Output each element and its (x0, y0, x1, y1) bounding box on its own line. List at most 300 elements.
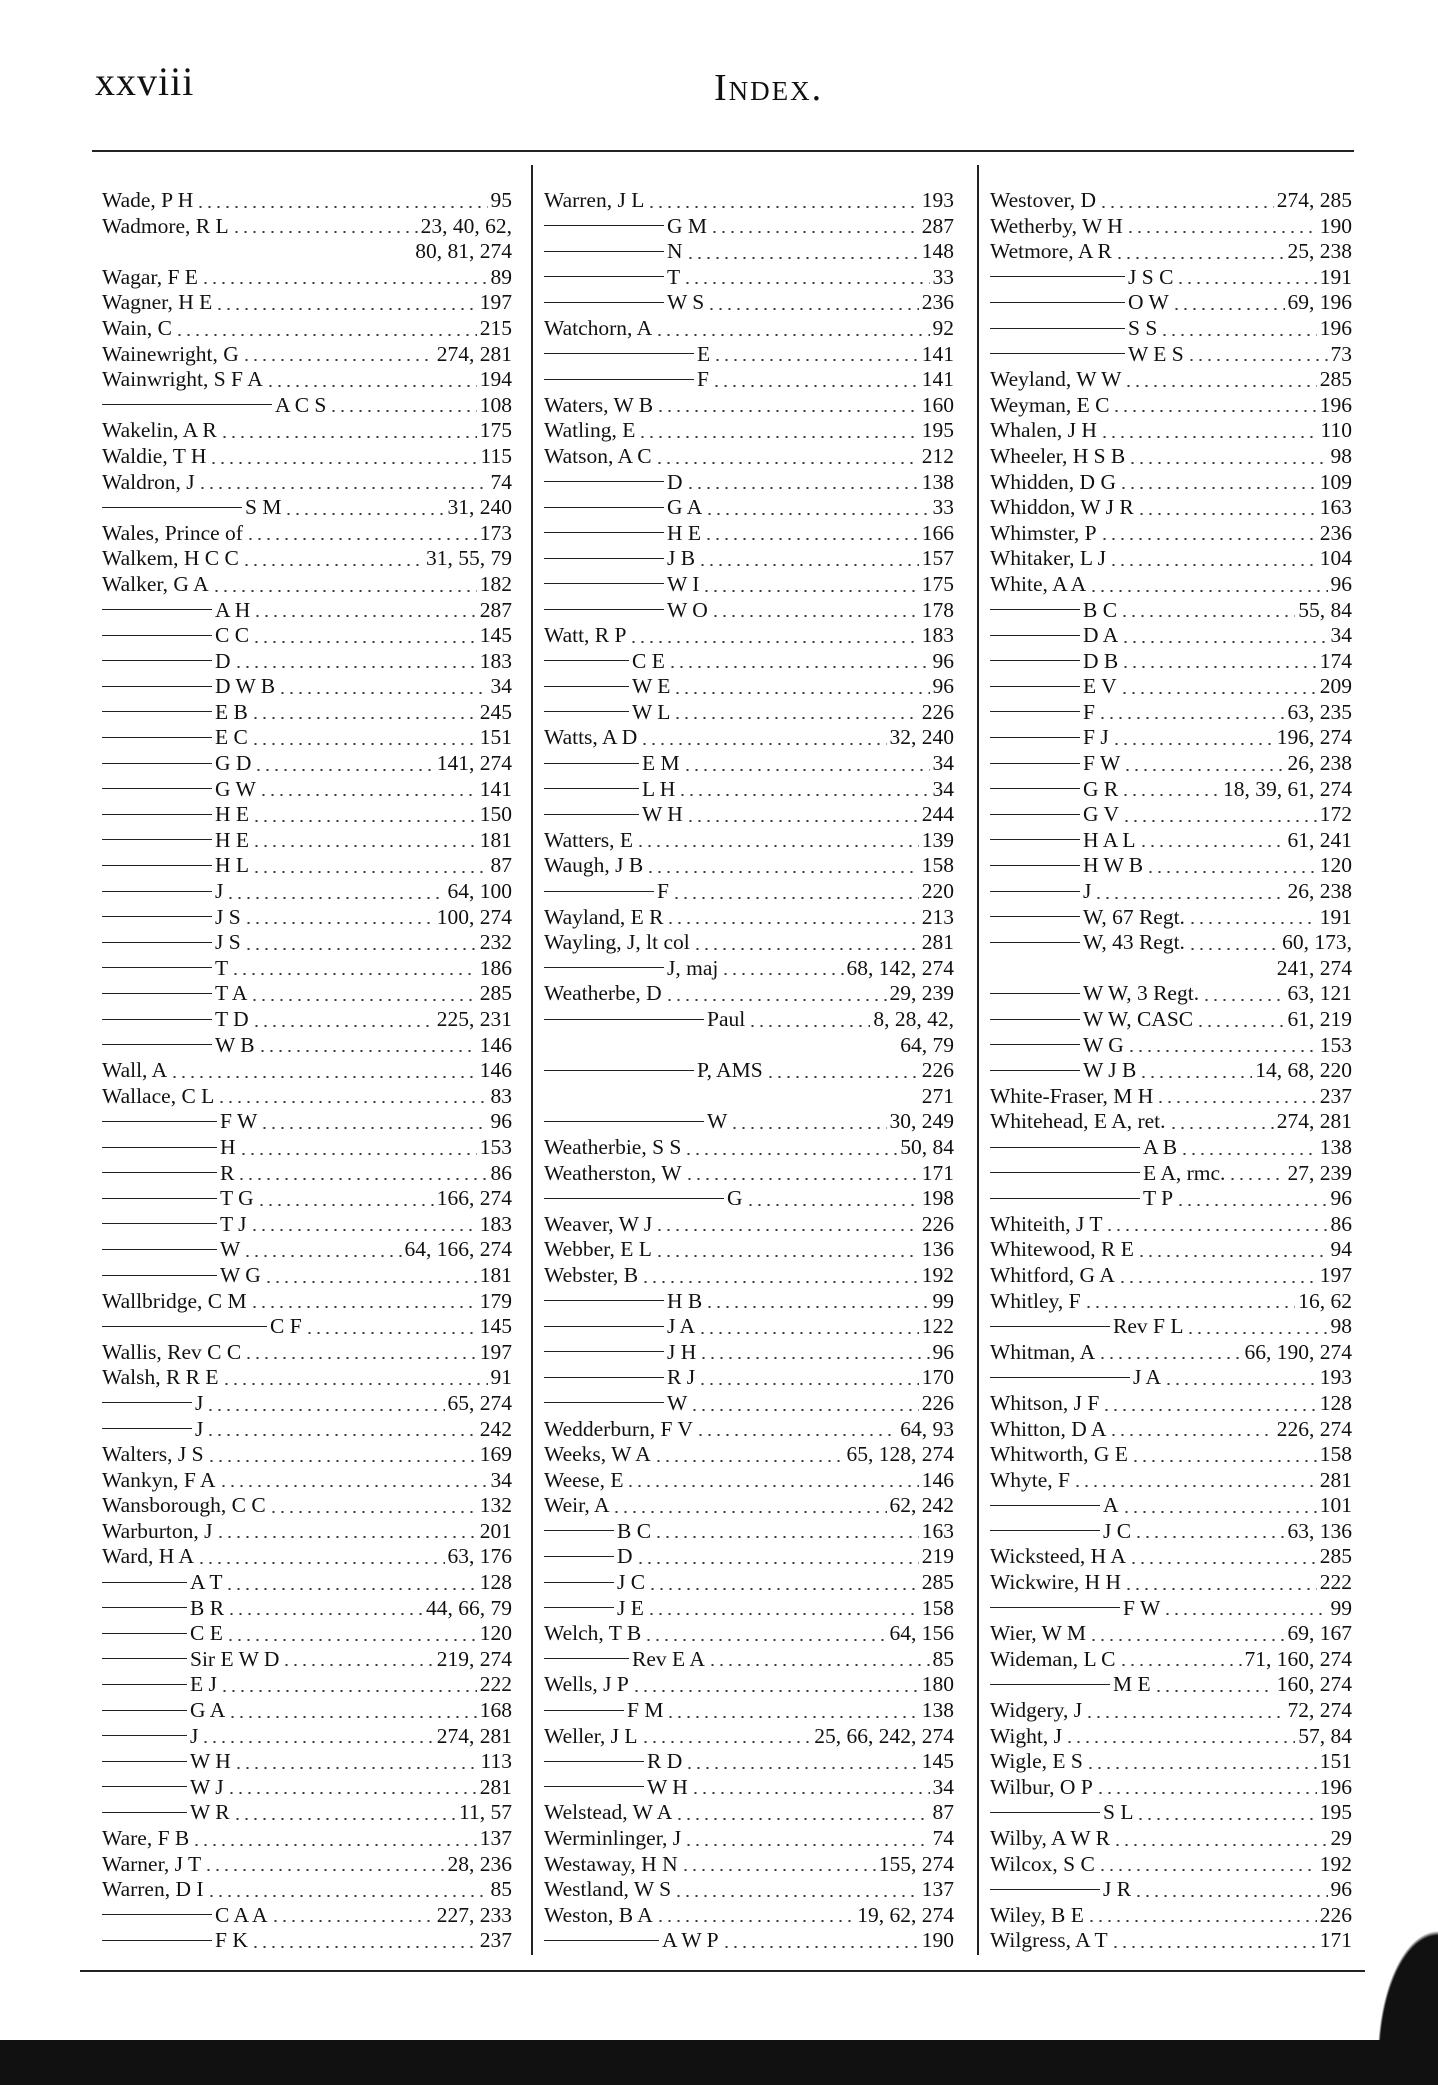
index-entry (990, 956, 1352, 982)
dot-leader (220, 436, 477, 438)
entry-name (544, 1365, 695, 1391)
entry-pages: 62, 242 (889, 1493, 954, 1518)
entry-name (990, 1237, 1134, 1263)
entry-name-text: Watchorn, A (544, 315, 653, 340)
entry-name (990, 495, 1134, 521)
entry-name (102, 1186, 254, 1212)
entry-name-text: Westover, D (990, 188, 1097, 212)
entry-name (544, 1340, 696, 1366)
index-entry (990, 1289, 1352, 1315)
dot-leader (259, 794, 477, 796)
entry-name-text: J R (1103, 1877, 1132, 1902)
entry-pages: 34 (932, 1774, 954, 1799)
entry-name-text: Whimster, P (990, 520, 1097, 545)
entry-pages: 219, 274 (436, 1646, 512, 1671)
entry-pages: 80, 81, 274 (415, 239, 512, 264)
entry-name-text: J S (215, 904, 241, 929)
entry-name-text: W S (667, 290, 705, 315)
index-entry (544, 1724, 954, 1750)
dot-leader (686, 257, 919, 259)
index-entry (990, 1135, 1352, 1161)
entry-name-text: Walsh, R R E (102, 1365, 219, 1390)
entry-pages: 122 (921, 1314, 954, 1339)
entry-pages: 163 (921, 1518, 954, 1543)
entry-name (102, 1852, 201, 1878)
entry-name (990, 828, 1136, 854)
dot-leader (721, 973, 843, 975)
index-entry (544, 444, 954, 470)
dot-leader (1102, 1409, 1316, 1411)
entry-name (544, 1417, 693, 1443)
entry-name-text: Wetherby, W H (990, 213, 1123, 238)
dot-leader (1176, 282, 1316, 284)
index-entry (102, 1365, 512, 1391)
entry-name (544, 700, 670, 726)
entry-name-text: Whitley, F (990, 1288, 1081, 1313)
entry-name (102, 1161, 234, 1187)
entry-name-text: W (707, 1109, 728, 1134)
dot-leader (250, 999, 476, 1001)
ditto-dash (544, 532, 664, 533)
entry-pages: 33 (932, 264, 954, 289)
dot-leader (655, 334, 929, 336)
dot-leader (243, 1255, 401, 1257)
dot-leader (1119, 1664, 1242, 1666)
entry-name (990, 751, 1120, 777)
index-entry (544, 470, 954, 496)
ditto-dash (990, 302, 1125, 303)
entry-name (102, 393, 326, 419)
index-entry (544, 802, 954, 828)
ditto-dash (990, 1377, 1130, 1378)
entry-pages: 178 (921, 597, 954, 622)
entry-name-text: Watson, A C (544, 443, 652, 468)
index-entry (102, 393, 512, 419)
entry-name-text: Wadmore, R L (102, 213, 229, 238)
ditto-dash (102, 1582, 187, 1583)
entry-pages: 172 (1319, 802, 1352, 827)
page-curl-shadow (1363, 1900, 1438, 2060)
index-entry (102, 700, 512, 726)
dot-leader (672, 897, 919, 899)
dot-leader (629, 641, 918, 643)
page-title: Index. (714, 67, 824, 109)
entry-pages: 141 (479, 776, 512, 801)
dot-leader (226, 1639, 477, 1641)
index-entry (102, 214, 512, 240)
entry-name (102, 777, 256, 803)
entry-name-text: Wainwright, S F A (102, 367, 263, 392)
entry-pages: 64, 156 (889, 1621, 954, 1646)
dot-leader (266, 385, 477, 387)
dot-leader (1122, 1511, 1317, 1513)
entry-name-text: Wigle, E S (990, 1749, 1083, 1774)
index-entry (102, 1084, 512, 1110)
entry-name-text: P, AMS (697, 1058, 763, 1083)
entry-pages: 281 (1319, 1467, 1352, 1492)
index-entry (544, 1647, 954, 1673)
entry-name-text: Weatherbie, S S (544, 1134, 682, 1159)
entry-pages: 146 (479, 1032, 512, 1057)
entry-name (990, 1442, 1128, 1468)
entry-name (544, 1186, 743, 1212)
entry-name (544, 546, 695, 572)
entry-pages: 183 (479, 648, 512, 673)
ditto-dash (990, 609, 1080, 610)
dot-leader (1146, 871, 1317, 873)
dot-leader (206, 1434, 476, 1436)
index-entry (544, 598, 954, 624)
ditto-dash (544, 1607, 614, 1608)
entry-pages: 186 (479, 955, 512, 980)
entry-name-text: H B (667, 1288, 703, 1313)
entry-name-text: Warburton, J (102, 1518, 213, 1543)
entry-pages: 141 (921, 367, 954, 392)
index-entry (990, 751, 1352, 777)
entry-name (990, 598, 1117, 624)
entry-name-text: T G (220, 1186, 254, 1211)
dot-leader (239, 1153, 477, 1155)
entry-pages: 151 (1319, 1749, 1352, 1774)
entry-pages: 101 (1319, 1493, 1352, 1518)
entry-name (102, 290, 212, 316)
index-entry (102, 649, 512, 675)
index-entry (544, 1007, 954, 1033)
ditto-dash (544, 660, 629, 661)
index-entry (990, 1826, 1352, 1852)
dot-leader (244, 948, 477, 950)
entry-name (544, 1007, 745, 1033)
index-entry (990, 1724, 1352, 1750)
entry-name-text: Weaver, W J (544, 1211, 653, 1236)
entry-name (102, 316, 172, 342)
dot-leader (678, 794, 929, 796)
index-entry (990, 649, 1352, 675)
ditto-dash (544, 788, 639, 789)
entry-name (544, 1544, 633, 1570)
ditto-dash (990, 1326, 1110, 1327)
entry-pages: 26, 238 (1287, 751, 1352, 776)
dot-leader (192, 1844, 477, 1846)
ditto-dash (102, 788, 212, 789)
dot-leader (656, 410, 919, 412)
entry-name-text: B C (617, 1518, 652, 1543)
entry-name-text: W R (190, 1800, 230, 1825)
entry-name-text: W, 67 Regt. (1083, 904, 1185, 929)
entry-pages: 86 (490, 1160, 512, 1185)
index-entry (544, 1084, 954, 1110)
entry-pages: 25, 238 (1287, 239, 1352, 264)
entry-name (544, 239, 683, 265)
entry-name-text: Wainewright, G (102, 341, 239, 366)
index-entry (544, 1852, 954, 1878)
entry-name (544, 1621, 641, 1647)
entry-name (990, 265, 1173, 291)
entry-name (102, 649, 231, 675)
dot-leader (209, 462, 477, 464)
index-entry (990, 598, 1352, 624)
entry-pages: 95 (490, 188, 512, 212)
index-entry (544, 981, 954, 1007)
dot-leader (1160, 334, 1316, 336)
index-column-2 (544, 188, 954, 1953)
entry-name (544, 1468, 623, 1494)
entry-pages: 274, 281 (1276, 1109, 1352, 1134)
entry-name-text: L H (642, 776, 676, 801)
entry-name (544, 444, 652, 470)
entry-pages: 287 (921, 213, 954, 238)
entry-name (544, 1493, 609, 1519)
entry-name (544, 1877, 671, 1903)
entry-pages: 128 (479, 1570, 512, 1595)
entry-pages: 145 (479, 623, 512, 648)
ditto-dash (544, 967, 664, 968)
ditto-dash (102, 1684, 187, 1685)
entry-name (990, 1621, 1086, 1647)
entry-name (102, 1749, 231, 1775)
dot-leader (1188, 948, 1279, 950)
ditto-dash (990, 942, 1080, 943)
entry-pages: 99 (1330, 1595, 1352, 1620)
index-entry (544, 700, 954, 726)
ditto-dash (102, 1914, 212, 1915)
dot-leader (748, 1025, 870, 1027)
entry-pages: 141 (921, 341, 954, 366)
dot-leader (681, 1869, 876, 1871)
entry-pages: 28, 236 (447, 1851, 512, 1876)
entry-name-text: Watters, E (544, 827, 634, 852)
entry-name (990, 674, 1117, 700)
entry-pages: 157 (921, 546, 954, 571)
entry-name-text: E A, rmc. (1143, 1160, 1226, 1185)
dot-leader (668, 666, 930, 668)
index-entry (544, 1903, 954, 1929)
entry-name-text: Wallis, Rev C C (102, 1339, 242, 1364)
index-entry (990, 981, 1352, 1007)
entry-pages: 190 (1319, 213, 1352, 238)
dot-leader (1121, 666, 1317, 668)
entry-name-text: Rev F L (1113, 1314, 1184, 1339)
ditto-dash (102, 1786, 187, 1787)
entry-name-text: F M (627, 1698, 664, 1723)
entry-name-text: Wain, C (102, 315, 172, 340)
entry-name (544, 930, 690, 956)
index-entry (102, 1109, 512, 1135)
entry-pages: 98 (1330, 443, 1352, 468)
ditto-dash (544, 1351, 664, 1352)
entry-pages: 169 (479, 1442, 512, 1467)
entry-pages: 168 (479, 1698, 512, 1723)
dot-leader (698, 564, 919, 566)
entry-name (102, 1109, 257, 1135)
entry-name (102, 188, 193, 214)
index-entry (102, 1161, 512, 1187)
dot-leader (708, 1664, 930, 1666)
index-entry (102, 1570, 512, 1596)
ditto-dash (102, 1019, 212, 1020)
entry-name (544, 1903, 653, 1929)
dot-leader (698, 1383, 919, 1385)
entry-name-text: Wallbridge, C M (102, 1288, 247, 1313)
entry-name-text: Weatherston, W (544, 1160, 682, 1185)
entry-name-text: W H (190, 1749, 231, 1774)
entry-name (102, 700, 248, 726)
entry-name-text: Wayling, J, lt col (544, 930, 690, 955)
entry-name (544, 1570, 645, 1596)
dot-leader (702, 590, 918, 592)
dot-leader (1127, 1050, 1317, 1052)
entry-pages: 115 (480, 443, 512, 468)
ditto-dash (990, 1044, 1080, 1045)
index-entry (102, 1826, 512, 1852)
dot-leader (284, 513, 444, 515)
entry-name (990, 1007, 1193, 1033)
entry-name-text: W E (632, 674, 671, 699)
entry-pages: 182 (479, 571, 512, 596)
index-entry (102, 1186, 512, 1212)
index-entry (102, 316, 512, 342)
entry-pages: 281 (479, 1774, 512, 1799)
ditto-dash (544, 1326, 664, 1327)
dot-leader (638, 436, 918, 438)
index-entry (102, 1852, 512, 1878)
index-entry (102, 1314, 512, 1340)
ditto-dash (990, 993, 1080, 994)
ditto-dash (990, 686, 1080, 687)
entry-name-text: Weyland, W W (990, 367, 1122, 392)
entry-name (544, 418, 635, 444)
dot-leader (686, 487, 919, 489)
ditto-dash (544, 1070, 694, 1071)
dot-leader (646, 871, 919, 873)
entry-name (102, 1417, 203, 1443)
index-entry (102, 1033, 512, 1059)
entry-name-text: A T (190, 1570, 223, 1595)
entry-name-text: H W B (1083, 853, 1144, 878)
entry-name-text: Weeks, W A (544, 1442, 651, 1467)
entry-pages: 166, 274 (436, 1186, 512, 1211)
page-edge-shadow (0, 2040, 1438, 2085)
ditto-dash (544, 711, 629, 712)
entry-name-text: J A (1133, 1365, 1162, 1390)
entry-pages: 226 (921, 1058, 954, 1083)
entry-name-text: J (190, 1723, 199, 1748)
entry-pages: 120 (1319, 853, 1352, 878)
entry-name-text: R D (647, 1749, 683, 1774)
entry-name-text: W, 43 Regt. (1083, 930, 1185, 955)
ditto-dash (990, 1019, 1080, 1020)
entry-pages: 191 (1319, 264, 1352, 289)
entry-name-text: W G (220, 1262, 261, 1287)
index-entry (990, 214, 1352, 240)
index-entry (990, 1314, 1352, 1340)
entry-name-text: Whitman, A (990, 1339, 1096, 1364)
ditto-dash (102, 1658, 187, 1659)
ditto-dash (990, 1172, 1140, 1173)
index-entry (102, 444, 512, 470)
entry-name (102, 1058, 167, 1084)
entry-name (102, 981, 247, 1007)
entry-name-text: J S C (1128, 264, 1174, 289)
entry-pages: 222 (479, 1672, 512, 1697)
entry-name (990, 1263, 1115, 1289)
entry-pages: 175 (479, 418, 512, 443)
entry-pages: 190 (921, 1928, 954, 1953)
dot-leader (636, 845, 919, 847)
dot-leader (711, 615, 919, 617)
index-entry (102, 367, 512, 393)
entry-pages: 100, 274 (436, 904, 512, 929)
index-entry (990, 1800, 1352, 1826)
index-entry (544, 214, 954, 240)
entry-pages: 145 (479, 1314, 512, 1339)
ditto-dash (544, 1940, 659, 1941)
entry-pages: 57, 84 (1298, 1723, 1352, 1748)
index-entry (990, 1468, 1352, 1494)
entry-pages: 225, 231 (436, 1007, 512, 1031)
entry-name-text: Ward, H A (102, 1544, 195, 1569)
ditto-dash (990, 1889, 1100, 1890)
entry-name-text: F W (1123, 1595, 1161, 1620)
entry-name-text: W (220, 1237, 241, 1262)
dot-leader (626, 1485, 918, 1487)
entry-pages: 44, 66, 79 (426, 1595, 512, 1620)
entry-name-text: F (1083, 699, 1095, 724)
entry-name-text: W H (642, 802, 683, 827)
dot-leader (685, 1178, 919, 1180)
ditto-dash (544, 1761, 644, 1762)
index-entry (990, 1493, 1352, 1519)
entry-name (544, 1775, 688, 1801)
index-entry (544, 1596, 954, 1622)
entry-pages: 158 (921, 1595, 954, 1620)
entry-pages: 60, 173, (1282, 930, 1352, 955)
index-entry (544, 418, 954, 444)
dot-leader (1109, 1434, 1273, 1436)
index-entry (544, 1237, 954, 1263)
entry-name-text: Waters, W B (544, 392, 654, 417)
entry-name-text: Watt, R P (544, 623, 627, 648)
entry-name (102, 265, 198, 291)
entry-pages: 212 (921, 443, 954, 468)
dot-leader (252, 845, 477, 847)
dot-leader (730, 1127, 886, 1129)
ditto-dash (990, 635, 1080, 636)
ditto-dash (544, 1530, 614, 1531)
index-entry (544, 1800, 954, 1826)
entry-pages: 174 (1319, 648, 1352, 673)
ditto-dash (102, 686, 212, 687)
dot-leader (1089, 1639, 1284, 1641)
entry-pages: 220 (921, 879, 954, 904)
dot-leader (216, 1536, 477, 1538)
index-entry (544, 649, 954, 675)
ditto-dash (544, 763, 639, 764)
dot-leader (251, 1946, 477, 1948)
dot-leader (282, 1664, 433, 1666)
entry-pages: 65, 274 (447, 1390, 512, 1415)
entry-pages: 155, 274 (878, 1851, 954, 1876)
index-entry (102, 1442, 512, 1468)
entry-pages: 132 (479, 1493, 512, 1518)
ditto-dash (102, 1940, 212, 1941)
entry-name (102, 470, 195, 496)
dot-leader (215, 308, 477, 310)
dot-leader (641, 1741, 812, 1743)
index-entry (102, 1007, 512, 1033)
index-entry (102, 1391, 512, 1417)
index-entry (102, 623, 512, 649)
